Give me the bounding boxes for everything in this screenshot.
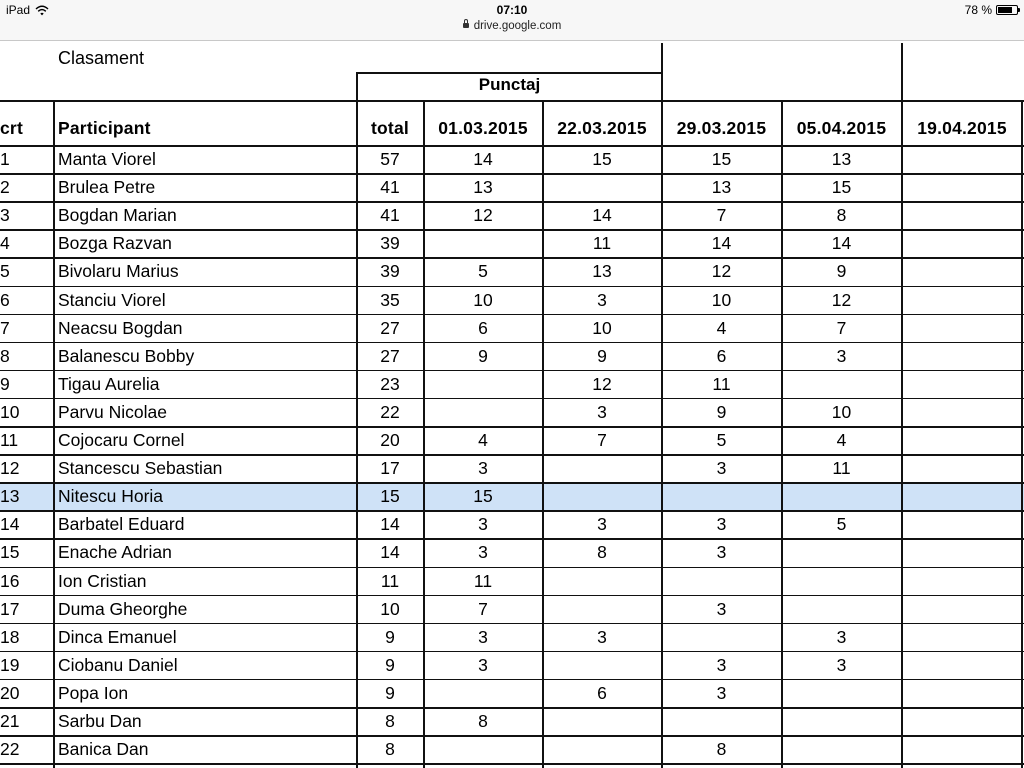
cell-rank[interactable]: 20 [0,682,20,703]
cell-d4[interactable]: 3 [836,654,847,675]
cell-total[interactable]: 10 [380,598,400,619]
cell-rank[interactable]: 3 [0,205,10,226]
table-row[interactable] [0,680,1024,708]
cell-total[interactable]: 22 [380,401,400,422]
cell-d1[interactable]: 6 [478,317,488,338]
table-row[interactable] [0,343,1024,371]
header-top-border [0,100,1024,102]
cell-participant[interactable]: Dinca Emanuel [58,626,177,647]
cell-d4[interactable]: 14 [831,233,852,254]
table-row[interactable] [0,174,1024,202]
cell-total[interactable]: 9 [385,682,395,703]
cell-d1[interactable]: 4 [478,430,488,450]
col-header-total[interactable]: total [371,118,409,138]
cell-participant[interactable]: Neacsu Bogdan [58,317,183,338]
cell-total[interactable]: 57 [380,149,400,169]
row-border [0,398,1024,400]
cell-rank[interactable]: 21 [0,711,20,731]
table-row[interactable] [0,708,1024,736]
cell-d1[interactable]: 3 [478,514,488,535]
cell-d1[interactable]: 3 [478,458,488,479]
cell-participant[interactable]: Bivolaru Marius [58,261,179,282]
cell-d2[interactable]: 12 [592,373,612,394]
cell-d1[interactable]: 3 [478,654,488,675]
cell-total[interactable]: 39 [380,261,400,282]
row-border [0,454,1024,456]
cell-d3[interactable]: 7 [716,205,727,226]
cell-total[interactable]: 9 [385,626,395,647]
cell-total[interactable]: 8 [385,739,395,760]
row-border [0,201,1024,203]
battery-percent: 78 % [964,3,992,17]
grid-line-vertical [423,100,425,768]
battery-fill [998,7,1012,13]
table-row[interactable] [0,568,1024,596]
table-row[interactable] [0,596,1024,624]
cell-d3[interactable]: 4 [716,317,727,338]
address-bar[interactable] [0,20,1024,32]
cell-participant[interactable]: Duma Gheorghe [58,598,188,619]
group-header-border [356,72,662,74]
cell-rank[interactable]: 7 [0,317,10,338]
cell-total[interactable]: 17 [380,458,400,479]
device-name: iPad [6,3,31,17]
cell-total[interactable]: 41 [380,205,400,226]
cell-rank[interactable]: 4 [0,233,10,254]
cell-rank[interactable]: 11 [0,430,19,450]
grid-line-vertical [901,43,903,768]
row-border [0,651,1024,653]
cell-rank[interactable]: 22 [0,739,20,760]
table-row[interactable] [0,371,1024,399]
cell-d3[interactable]: 3 [716,682,727,703]
cell-participant[interactable]: Manta Viorel [58,149,156,169]
lock-icon [463,23,469,28]
cell-d1[interactable]: 13 [473,177,493,198]
row-border [0,707,1024,709]
col-header-date-5[interactable]: 19.04.2015 [917,118,1007,138]
cell-d2[interactable]: 9 [597,345,607,366]
cell-d4[interactable]: 3 [836,345,847,366]
cell-d1[interactable]: 3 [478,542,488,563]
cell-participant[interactable]: Banica Dan [58,739,149,760]
cell-participant[interactable]: Stancescu Sebastian [58,458,223,479]
group-header-punctaj: Punctaj [478,75,541,94]
cell-participant[interactable]: Brulea Petre [58,177,156,198]
cell-rank[interactable]: 19 [0,654,20,675]
row-border [0,286,1024,288]
cell-rank[interactable]: 15 [0,542,20,563]
cell-total[interactable]: 27 [380,317,400,338]
status-bar [0,0,1024,41]
cell-total[interactable]: 14 [380,514,400,535]
row-border [0,426,1024,428]
grid-line-vertical [661,43,663,768]
cell-d3[interactable]: 8 [716,739,727,760]
table-row[interactable] [0,455,1024,483]
cell-participant[interactable]: Stanciu Viorel [58,289,166,310]
cell-participant[interactable]: Ciobanu Daniel [58,654,178,675]
table-row[interactable] [0,427,1024,455]
cell-d3[interactable]: 3 [716,514,727,535]
cell-total[interactable]: 9 [385,654,395,675]
cell-d4[interactable]: 13 [831,149,852,169]
cell-d3[interactable]: 3 [716,542,727,563]
cell-participant[interactable]: Barbatel Eduard [58,514,185,535]
cell-d2[interactable]: 15 [592,149,612,169]
cell-d1[interactable]: 14 [473,149,493,169]
cell-d2[interactable]: 3 [597,514,607,535]
row-border [0,314,1024,316]
cell-rank[interactable]: 10 [0,401,20,422]
cell-rank[interactable]: 8 [0,345,10,366]
cell-participant[interactable]: Balanescu Bobby [58,345,195,366]
table-row[interactable] [0,511,1024,539]
cell-rank[interactable]: 1 [0,149,10,169]
cell-d4[interactable]: 10 [831,401,852,422]
grid-line-vertical [1021,100,1023,768]
cell-d1[interactable]: 11 [473,570,493,591]
table-row[interactable] [0,258,1024,286]
row-border [0,342,1024,344]
cell-d4[interactable]: 3 [836,626,847,647]
table-row[interactable] [0,399,1024,427]
cell-d4[interactable]: 11 [832,458,851,479]
cell-rank[interactable]: 17 [0,598,20,619]
cell-rank[interactable]: 9 [0,373,10,394]
row-border [0,735,1024,737]
cell-d3[interactable]: 9 [716,401,727,422]
row-border [0,679,1024,681]
cell-d3[interactable]: 3 [716,458,727,479]
cell-d2[interactable]: 13 [592,261,612,282]
battery-icon [996,5,1018,15]
cell-d4[interactable]: 8 [836,205,847,226]
cell-participant[interactable]: Tigau Aurelia [58,373,160,394]
cell-d4[interactable]: 12 [831,289,852,310]
status-right [965,3,1018,17]
cell-d2[interactable]: 6 [597,682,607,703]
row-border [0,482,1024,484]
cell-total[interactable]: 41 [380,177,400,198]
cell-d1[interactable]: 12 [473,205,493,226]
cell-participant[interactable]: Bozga Razvan [58,233,172,254]
sheet-title: Clasament [58,48,145,68]
table-row[interactable] [0,652,1024,680]
url-text: drive.google.com [473,20,562,32]
table-row[interactable] [0,202,1024,230]
table-row[interactable] [0,315,1024,343]
cell-d3[interactable]: 3 [716,598,727,619]
clock: 07:10 [496,3,528,17]
cell-d2[interactable]: 8 [597,542,607,563]
row-border [0,370,1024,372]
cell-participant[interactable]: Parvu Nicolae [58,401,167,422]
grid-line-vertical [542,100,544,768]
row-border [0,510,1024,512]
cell-rank[interactable]: 13 [0,486,20,507]
cell-d3[interactable]: 14 [711,233,732,254]
table-row[interactable] [0,483,1024,511]
table-row[interactable] [0,539,1024,567]
cell-participant[interactable]: Sarbu Dan [58,711,142,731]
cell-participant[interactable]: Enache Adrian [58,542,172,563]
cell-participant[interactable]: Bogdan Marian [58,205,177,226]
cell-d4[interactable]: 5 [836,514,847,535]
cell-d2[interactable]: 11 [592,233,612,254]
cell-d3[interactable]: 6 [716,345,727,366]
cell-participant[interactable]: Nitescu Horia [58,486,164,507]
row-border [0,229,1024,231]
cell-rank[interactable]: 5 [0,261,10,282]
col-header-date-4[interactable]: 05.04.2015 [796,118,887,138]
grid-line-vertical [53,100,55,768]
cell-d3[interactable]: 12 [711,261,732,282]
col-header-nr[interactable]: crt [0,118,23,138]
cell-d3[interactable]: 5 [716,430,727,450]
cell-total[interactable]: 23 [380,373,400,394]
row-border [0,763,1024,765]
table-row[interactable] [0,146,1024,174]
row-border [0,567,1024,569]
table-row[interactable] [0,736,1024,764]
cell-d1[interactable]: 9 [478,345,488,366]
cell-d1[interactable]: 7 [478,598,488,619]
table-row[interactable] [0,230,1024,258]
cell-participant[interactable]: Popa Ion [58,682,129,703]
cell-d4[interactable]: 4 [836,430,847,450]
cell-d1[interactable]: 8 [478,711,488,731]
cell-rank[interactable]: 16 [0,570,20,591]
col-header-date-3[interactable]: 29.03.2015 [676,118,767,138]
cell-d2[interactable]: 3 [597,626,607,647]
cell-d1[interactable]: 3 [478,626,488,647]
cell-total[interactable]: 35 [380,289,400,310]
grid-line-vertical [781,100,783,768]
row-border [0,173,1024,175]
cell-d3[interactable]: 11 [712,373,731,394]
cell-d2[interactable]: 14 [592,205,612,226]
cell-d3[interactable]: 13 [711,177,732,198]
cell-rank[interactable]: 2 [0,177,10,198]
cell-participant[interactable]: Ion Cristian [58,570,147,591]
row-border [0,257,1024,259]
cell-d4[interactable]: 15 [831,177,852,198]
cell-d1[interactable]: 5 [478,261,488,282]
cell-rank[interactable]: 12 [0,458,20,479]
cell-d2[interactable]: 7 [597,430,607,450]
table-row[interactable] [0,624,1024,652]
cell-participant[interactable]: Cojocaru Cornel [58,430,185,450]
row-border [0,623,1024,625]
cell-d2[interactable]: 10 [592,317,612,338]
grid-line-vertical [356,72,358,768]
cell-total[interactable]: 8 [385,711,395,731]
cell-rank[interactable]: 6 [0,289,10,310]
table-row[interactable] [0,287,1024,315]
cell-d2[interactable]: 3 [597,401,607,422]
cell-d1[interactable]: 10 [473,289,493,310]
cell-d3[interactable]: 3 [716,654,727,675]
spreadsheet-view[interactable] [0,41,1024,768]
cell-total[interactable]: 14 [380,542,400,563]
cell-d4[interactable]: 7 [836,317,847,338]
cell-d3[interactable]: 10 [711,289,732,310]
header-bottom-border [0,145,1024,147]
col-header-participant[interactable]: Participant [58,118,151,138]
cell-rank[interactable]: 14 [0,514,20,535]
cell-d4[interactable]: 9 [836,261,847,282]
cell-total[interactable]: 15 [380,486,400,507]
cell-total[interactable]: 11 [380,570,400,591]
col-header-date-2[interactable]: 22.03.2015 [557,118,647,138]
row-border [0,538,1024,540]
cell-total[interactable]: 39 [380,233,400,254]
col-header-date-1[interactable]: 01.03.2015 [438,118,528,138]
cell-rank[interactable]: 18 [0,626,20,647]
cell-d3[interactable]: 15 [711,149,732,169]
cell-d1[interactable]: 15 [473,486,493,507]
cell-total[interactable]: 20 [380,430,400,450]
row-border [0,595,1024,597]
cell-total[interactable]: 27 [380,345,400,366]
cell-d2[interactable]: 3 [597,289,607,310]
